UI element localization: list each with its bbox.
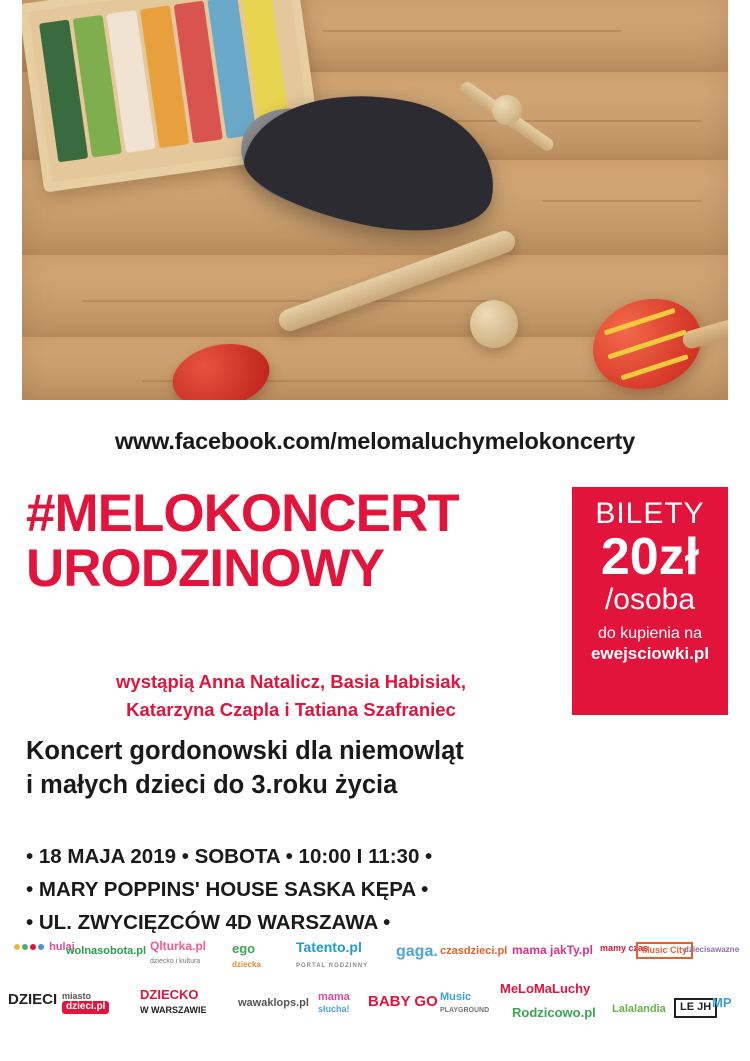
dots-icon (14, 941, 46, 953)
title-line-2: URODZINOWY (26, 538, 385, 598)
sponsor-lejh[interactable]: LE JH (674, 998, 717, 1018)
performers-line-1: wystąpią Anna Natalicz, Basia Habisiak, (116, 671, 466, 692)
sponsor-lalalandia[interactable]: Lalalandia (612, 1003, 666, 1015)
mallet-head-small (492, 95, 522, 125)
sponsor-mamajakty[interactable]: mama jakTy.pl (512, 943, 593, 957)
sponsor-logo-strip (0, 930, 750, 1061)
sponsor-mamy-czas[interactable]: mamy czas (600, 943, 649, 953)
sponsor-ego-dziecka[interactable]: ego dziecka (232, 941, 261, 969)
ticket-shop-link[interactable]: ewejsciowki.pl (590, 643, 710, 663)
sponsor-czasdzieci[interactable]: czasdzieci.pl (440, 945, 508, 957)
wood-grain (542, 200, 702, 202)
sponsor-music-city[interactable]: Music City (636, 942, 693, 959)
ticket-per-person: /osoba (604, 583, 696, 617)
sponsor-melomaluchy[interactable]: MeLoMaLuchy (500, 981, 591, 996)
ticket-price-box (572, 487, 728, 715)
wood-grain (82, 300, 502, 302)
sponsor-wolnasobota[interactable]: wolnasobota.pl (66, 945, 147, 957)
sponsor-mary-poppins[interactable]: MP (712, 995, 732, 1010)
sponsor-gaga[interactable]: gaga. (396, 943, 438, 960)
title-line-1: #MELOKONCERT (26, 484, 459, 543)
subtitle-line-2: i małych dzieci do 3.roku życia (26, 771, 398, 800)
subtitle (26, 734, 686, 803)
sponsor-tatento[interactable]: Tatento.pl PORTAL RODZINNY (296, 939, 369, 969)
sponsor-hulaj-dzieci[interactable]: hulaj (14, 942, 75, 954)
facebook-url[interactable]: www.facebook.com/melomaluchymelokoncerty (114, 428, 636, 454)
tickets-label: BILETY (595, 497, 705, 530)
event-details (26, 840, 716, 940)
sponsor-dzieci[interactable]: DZIECI (8, 991, 58, 1008)
subtitle-line-1: Koncert gordonowski dla niemowląt (26, 737, 464, 765)
detail-venue: • MARY POPPINS' HOUSE SASKA KĘPA • (26, 878, 429, 902)
sponsor-music-playground[interactable]: Music PLAYGROUND (440, 991, 490, 1014)
ticket-amount: 20zł (600, 528, 700, 586)
sponsor-dziecko-w-warszawie[interactable]: DZIECKO W WARSZAWIE (140, 987, 207, 1015)
buy-text: do kupienia na (597, 624, 703, 642)
maraca-stripe (604, 308, 676, 336)
sponsor-mama-slucha[interactable]: mama słucha! (318, 991, 350, 1014)
page-title (26, 484, 566, 598)
mallet-head (470, 300, 518, 348)
detail-address: • UL. ZWYCIĘZCÓW 4D WARSZAWA • (26, 911, 391, 935)
maraca-stripe (607, 329, 687, 359)
sponsor-wawaklops[interactable]: wawaklops.pl (238, 997, 309, 1009)
performers (26, 668, 556, 724)
performers-line-2: Katarzyna Czapla i Tatiana Szafraniec (126, 698, 456, 720)
sponsor-rodzicowo[interactable]: Rodzicowo.pl (512, 1005, 596, 1020)
poster-photo (22, 0, 728, 400)
sponsor-babygo[interactable]: BABY GO (368, 993, 438, 1010)
maraca-stripe (621, 354, 689, 380)
sponsor-dziecisawazne[interactable]: dziecisawazne (684, 945, 740, 954)
wood-grain (322, 30, 622, 32)
detail-date-time: • 18 MAJA 2019 • SOBOTA • 10:00 I 11:30 • (26, 845, 433, 868)
sponsor-miasto-dzieci[interactable]: miasto dzieci.pl (62, 992, 109, 1014)
sponsor-qlturka[interactable]: Qlturka.pl dziecko i kultura (150, 939, 207, 965)
